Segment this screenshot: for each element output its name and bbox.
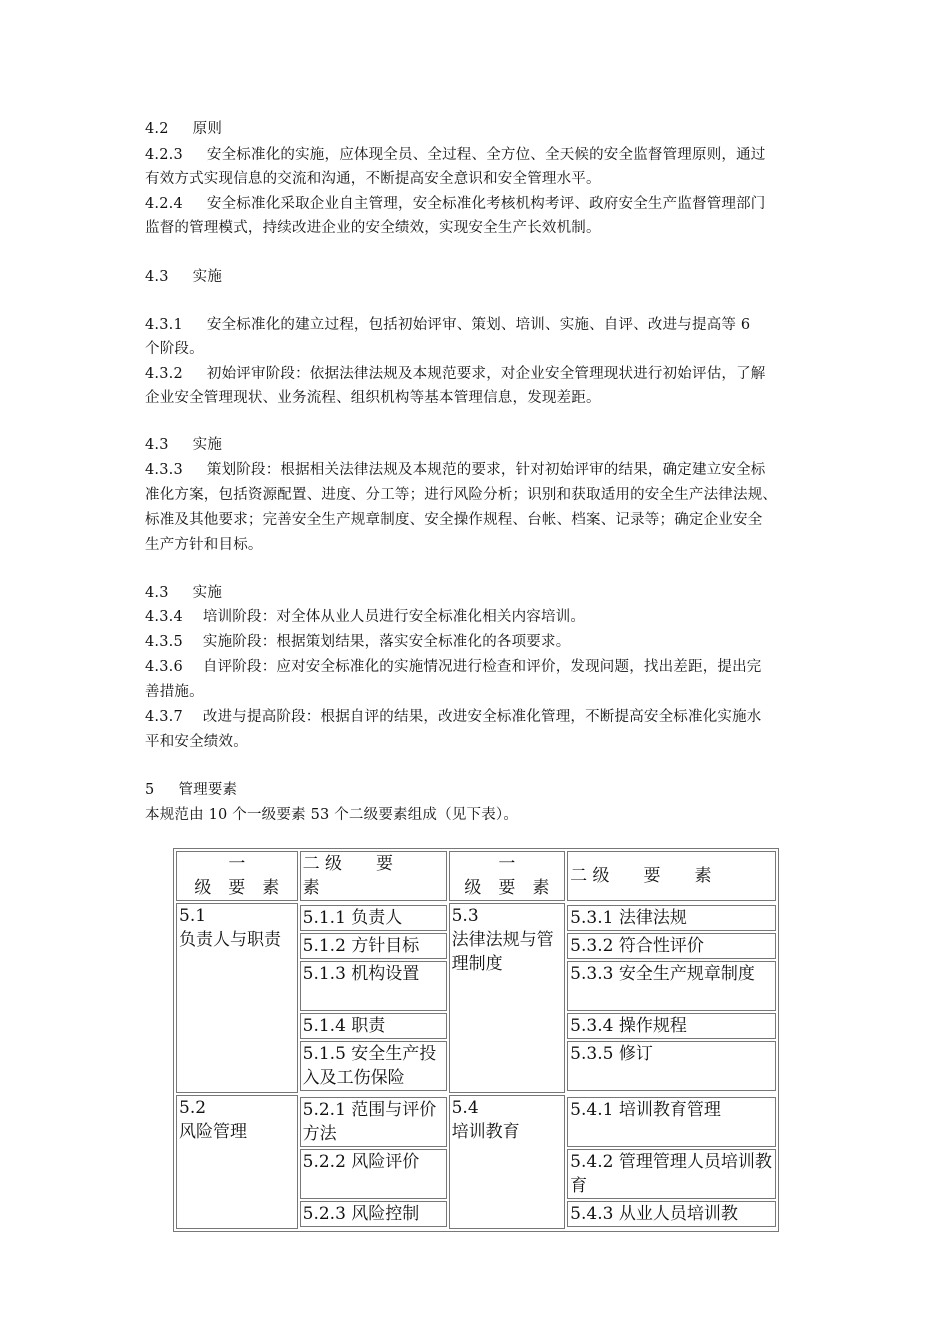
para-4-3-3-line3: 标准及其他要求；完善安全生产规章制度、安全操作规程、台帐、档案、记录等；确定企业安全: [145, 512, 763, 528]
para-4-3-1-line2: 个阶段。: [145, 341, 204, 357]
element-name: 负责人与职责: [179, 930, 281, 950]
header-text: 级 要 素: [464, 878, 550, 898]
level2-item: 5.3.4 操作规程: [567, 1013, 776, 1039]
table-row: [176, 903, 776, 1093]
para-4-2-4-line1: 4.2.4 安全标准化采取企业自主管理，安全标准化考核机构考评、政府安全生产监督管理部门: [145, 196, 766, 212]
element-name: 培训教育: [451, 1122, 520, 1142]
level2-item: 5.2.1 范围与评价方法: [300, 1097, 447, 1147]
level2-item: 5.4.2 管理管理人员培训教育: [567, 1149, 776, 1199]
para-4-3-5: 4.3.5 实施阶段：根据策划结果，落实安全标准化的各项要求。: [145, 634, 571, 650]
level1-cell: [176, 1095, 298, 1229]
para-4-3-2-line1: 4.3.2 初始评审阶段：依据法律法规及本规范要求，对企业安全管理现状进行初始评估，了解: [145, 366, 766, 382]
level2-item: 5.1.4 职责: [300, 1013, 447, 1039]
level2-item: 5.3.5 修订: [567, 1041, 776, 1091]
level2-item: 5.3.3 安全生产规章制度: [567, 961, 776, 1011]
level2-item: 5.4.1 培训教育管理: [567, 1097, 776, 1147]
level2-item: 5.1.2 方针目标: [300, 933, 447, 959]
para-4-3-3-line4: 生产方针和目标。: [145, 537, 263, 553]
para-4-2-3-line2: 有效方式实现信息的交流和沟通，不断提高安全意识和安全管理水平。: [145, 171, 601, 187]
header-level1-right: [449, 851, 566, 901]
level2-item: 5.1.3 机构设置: [300, 961, 447, 1011]
para-4-2-3-line1: 4.2.3 安全标准化的实施，应体现全员、全过程、全方位、全天候的安全监督管理原则，通过: [145, 147, 766, 163]
header-level2-right: 二 级 要 素: [567, 851, 776, 901]
level2-list: [567, 1095, 776, 1229]
level2-list: [300, 903, 447, 1093]
element-code: 5.2: [179, 1098, 207, 1118]
level2-item: 5.1.1 负责人: [300, 905, 447, 931]
para-4-3-7-line2: 平和安全绩效。: [145, 734, 248, 750]
header-text: 级 要 素: [194, 878, 280, 898]
element-name: 法律法规与管理制度: [451, 930, 554, 974]
para-4-3-1-line1: 4.3.1 安全标准化的建立过程，包括初始评审、策划、培训、实施、自评、改进与提高等 6: [145, 317, 751, 333]
header-text: 一: [228, 854, 246, 874]
para-4-3-3-line2: 准化方案，包括资源配置、进度、分工等；进行风险分析；识别和获取适用的安全生产法律法规、: [145, 487, 778, 503]
header-text: 一: [498, 854, 516, 874]
para-4-3-3-line1: 4.3.3 策划阶段：根据相关法律法规及本规范的要求，针对初始评审的结果，确定建立安全标: [145, 462, 766, 478]
heading-4-3-c: 4.3 实施: [145, 585, 223, 601]
para-4-2-4-line2: 监督的管理模式，持续改进企业的安全绩效，实现安全生产长效机制。: [145, 220, 601, 236]
level2-item: 5.3.1 法律法规: [567, 905, 776, 931]
heading-4-2: 4.2 原则: [145, 121, 223, 137]
elements-table: [173, 848, 779, 1232]
para-4-3-2-line2: 企业安全管理现状、业务流程、组织机构等基本管理信息，发现差距。: [145, 390, 601, 406]
table-header-row: [176, 851, 776, 901]
heading-5: 5 管理要素: [145, 782, 238, 798]
element-code: 5.4: [451, 1098, 479, 1118]
level1-cell: [449, 1095, 566, 1229]
level1-cell: [176, 903, 298, 1093]
para-4-3-6-line1: 4.3.6 自评阶段：应对安全标准化的实施情况进行检查和评价，发现问题，找出差距，提出完: [145, 659, 762, 675]
para-4-3-7-line1: 4.3.7 改进与提高阶段：根据自评的结果，改进安全标准化管理，不断提高安全标准化实施水: [145, 709, 762, 725]
heading-4-3: 4.3 实施: [145, 269, 223, 285]
element-code: 5.1: [179, 906, 207, 926]
table-row: [176, 1095, 776, 1229]
para-4-3-6-line2: 善措施。: [145, 684, 204, 700]
level2-list: [300, 1095, 447, 1229]
heading-4-3-b: 4.3 实施: [145, 437, 223, 453]
header-level1-left: [176, 851, 298, 901]
level2-item: 5.4.3 从业人员培训教: [567, 1201, 776, 1227]
para-4-3-4: 4.3.4 培训阶段：对全体从业人员进行安全标准化相关内容培训。: [145, 609, 586, 625]
level1-cell: [449, 903, 566, 1093]
header-level2-left: 二 级 要 素: [300, 851, 447, 901]
element-name: 风险管理: [179, 1122, 247, 1142]
level2-item: 5.2.3 风险控制: [300, 1201, 447, 1227]
level2-item: 5.2.2 风险评价: [300, 1149, 447, 1199]
element-code: 5.3: [451, 906, 479, 926]
level2-list: [567, 903, 776, 1093]
level2-item: 5.3.2 符合性评价: [567, 933, 776, 959]
level2-item: 5.1.5 安全生产投入及工伤保险: [300, 1041, 447, 1091]
para-5-intro: 本规范由 10 个一级要素 53 个二级要素组成（见下表）。: [145, 807, 519, 823]
